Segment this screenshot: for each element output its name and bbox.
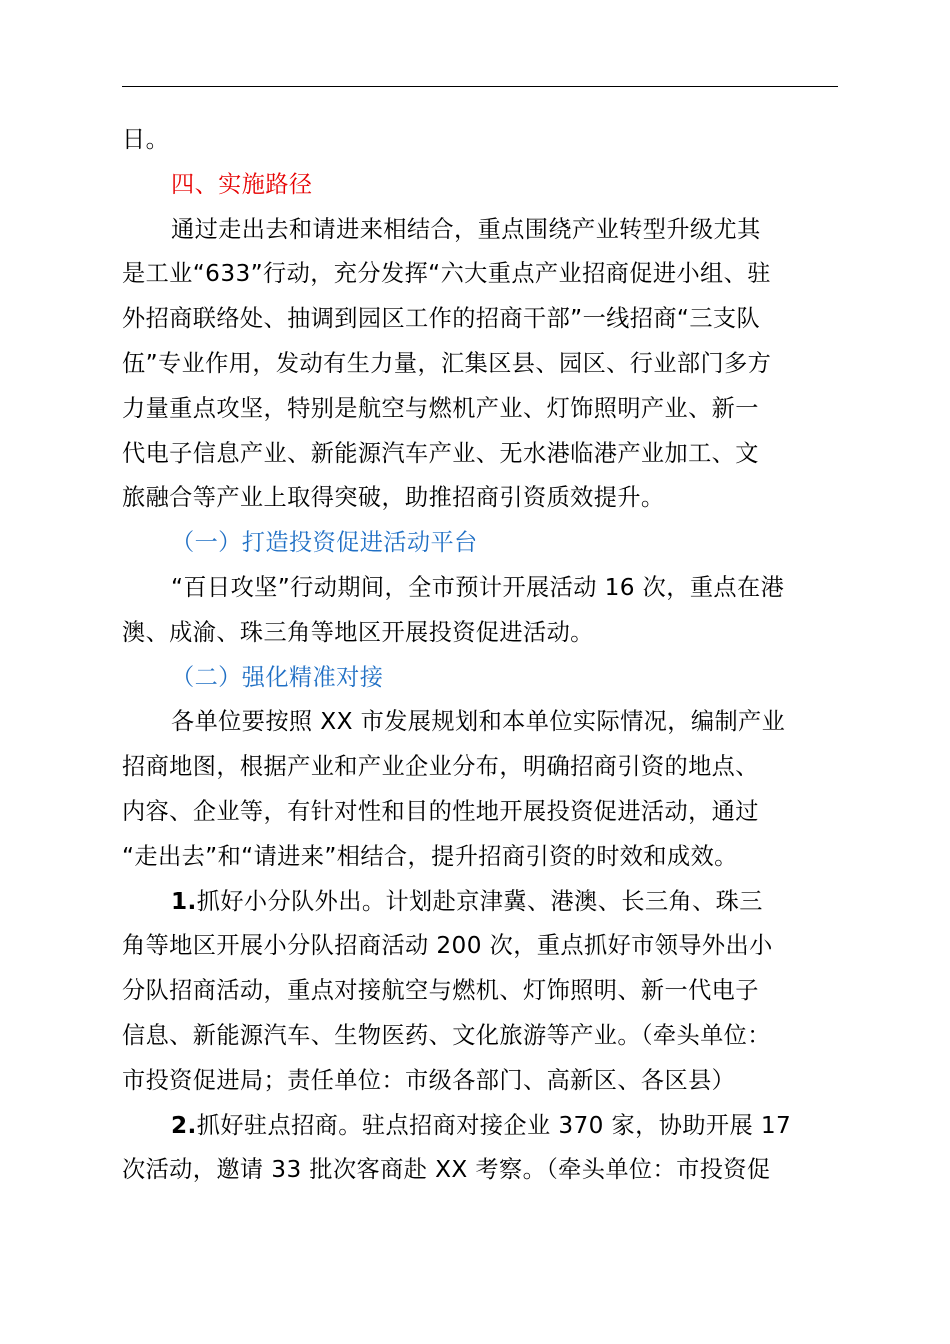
text-line: 分队招商活动，重点对接航空与燃机、灯饰照明、新一代电子	[122, 977, 759, 1005]
text-line: “百日攻坚”行动期间，全市预计开展活动 16 次，重点在港	[171, 573, 785, 601]
text-line: 代电子信息产业、新能源汽车产业、无水港临港产业加工、文	[122, 439, 759, 467]
text-line: 外招商联络处、抽调到园区工作的招商干部”一线招商“三支队	[122, 305, 761, 333]
text-line: 次活动，邀请 33 批次客商赴 XX 考察。（牵头单位：市投资促	[122, 1156, 771, 1184]
text-line: 日。	[122, 126, 170, 153]
section-heading: 四、实施路径	[171, 170, 313, 198]
text-line: 信息、新能源汽车、生物医药、文化旅游等产业。（牵头单位：	[122, 1021, 771, 1049]
header-rule	[122, 86, 838, 87]
numbered-item-line	[122, 1104, 842, 1149]
text-line: 内容、企业等，有针对性和目的性地开展投资促进活动，通过	[122, 797, 759, 825]
item-number: 1.	[171, 887, 197, 915]
text-line: 角等地区开展小分队招商活动 200 次，重点抓好市领导外出小	[122, 932, 773, 960]
item-number: 2.	[171, 1111, 197, 1139]
text-line: 各单位要按照 XX 市发展规划和本单位实际情况，编制产业	[171, 708, 786, 736]
text-line: 是工业“633”行动，充分发挥“六大重点产业招商促进小组、驻	[122, 260, 771, 288]
text-line: 旅融合等产业上取得突破，助推招商引资质效提升。	[122, 484, 665, 512]
subsection-heading: （一）打造投资促进活动平台	[171, 529, 478, 557]
text-line: 市投资促进局；责任单位：市级各部门、高新区、各区县）	[122, 1066, 736, 1094]
subsection-heading: （二）强化精准对接	[171, 663, 384, 691]
text-line: 澳、成渝、珠三角等地区开展投资促进活动。	[122, 618, 594, 646]
text-line: 力量重点攻坚，特别是航空与燃机产业、灯饰照明产业、新一	[122, 394, 759, 422]
numbered-item-line	[122, 880, 842, 925]
text-line: “走出去”和“请进来”相结合，提升招商引资的时效和成效。	[122, 842, 738, 870]
item-text: 抓好小分队外出。计划赴京津冀、港澳、长三角、珠三	[196, 887, 763, 915]
text-line: 招商地图，根据产业和产业企业分布，明确招商引资的地点、	[122, 753, 759, 781]
item-text: 抓好驻点招商。驻点招商对接企业 370 家，协助开展 17	[196, 1111, 792, 1139]
document-body	[122, 118, 842, 1193]
text-line: 通过走出去和请进来相结合，重点围绕产业转型升级尤其	[171, 215, 761, 243]
text-line: 伍”专业作用，发动有生力量，汇集区县、园区、行业部门多方	[122, 349, 772, 377]
